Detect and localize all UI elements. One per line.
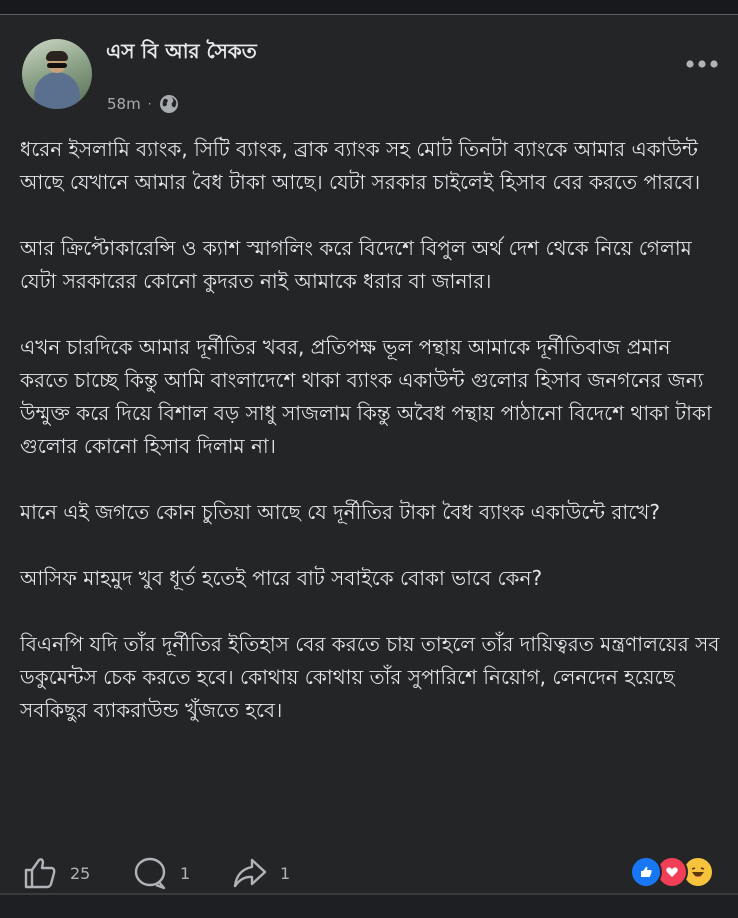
share-count: 1 [280, 863, 291, 883]
post-paragraph: বিএনপি যদি তাঁর দূর্নীতির ইতিহাস বের করতে চায় তাহলে তাঁর দায়িত্বরত মন্ত্রণালয়ের সব ডকুমেন্টস চেক করতে হবে। কোথায় কোথায় তাঁর সুপারিশে নিয়োগ, লেনদেন হয়েছে সবকিছুর ব্যাকরাউন্ড খুঁজতে হবে। [20, 632, 720, 722]
meta-separator: · [147, 97, 152, 111]
comment-button[interactable] [132, 855, 190, 891]
like-count: 25 [70, 863, 91, 883]
post-paragraph: আর ক্রিপ্টোকারেন্সি ও ক্যাশ স্মাগলিং করে বিদেশে বিপুল অর্থ দেশ থেকে নিয়ে গেলাম যেটা সরকারের কোনো কুদরত নাই আমাকে ধরার বা জানার। [20, 236, 692, 293]
author-avatar[interactable] [22, 39, 92, 109]
post-time[interactable]: 58m [107, 95, 141, 113]
post-meta [107, 94, 179, 114]
avatar-glasses [47, 63, 67, 68]
reactions-summary[interactable] [630, 856, 720, 886]
top-band [0, 0, 738, 14]
post-paragraph: এখন চারদিকে আমার দূর্নীতির খবর, প্রতিপক্ষ ভূল পন্থায় আমাকে দূর্নীতিবাজ প্রমান করতে চাচ্ছে কিন্তু আমি বাংলাদেশে থাকা ব্যাংক একাউন্ট গুলোর হিসাব জনগনের জন্য উম্মুক্ত করে দিয়ে বিশাল বড় সাধু সাজলাম কিন্তু অবৈধ পন্থায় পাঠানো বিদেশে থাকা টাকা গুলোর কোনো হিসাব দিলাম না। [20, 335, 712, 458]
post-paragraph: ধরেন ইসলামি ব্যাংক, সিটি ব্যাংক, ব্রাক ব্যাংক সহ মোট তিনটা ব্যাংকে আমার একাউন্ট আছে যেখানে আমার বৈধ টাকা আছে। যেটা সরকার চাইলেই হিসাব বের করতে পারবে। [20, 137, 701, 194]
author-name[interactable]: এস বি আর সৈকত [106, 39, 257, 63]
more-dots-icon[interactable] [684, 58, 720, 70]
share-button[interactable] [232, 855, 290, 891]
post-paragraph: আসিফ মাহমুদ খুব ধূর্ত হতেই পারে বাট সবাইকে বোকা ভাবে কেন? [20, 566, 543, 590]
comment-count: 1 [180, 863, 191, 883]
like-reaction-icon [630, 856, 662, 888]
comment-bubble-icon [132, 855, 168, 891]
like-button[interactable] [22, 855, 90, 891]
bottom-divider [0, 893, 738, 895]
thumbs-up-icon [22, 855, 58, 891]
bottom-band [0, 893, 738, 918]
post-paragraph: মানে এই জগতে কোন চুতিয়া আছে যে দূর্নীতির টাকা বৈধ ব্যাংক একাউন্টে রাখে? [20, 500, 660, 524]
post-card [0, 15, 738, 893]
globe-icon[interactable] [159, 94, 179, 114]
share-arrow-icon [232, 855, 268, 891]
post-body [20, 133, 720, 760]
avatar-hair [46, 51, 68, 61]
